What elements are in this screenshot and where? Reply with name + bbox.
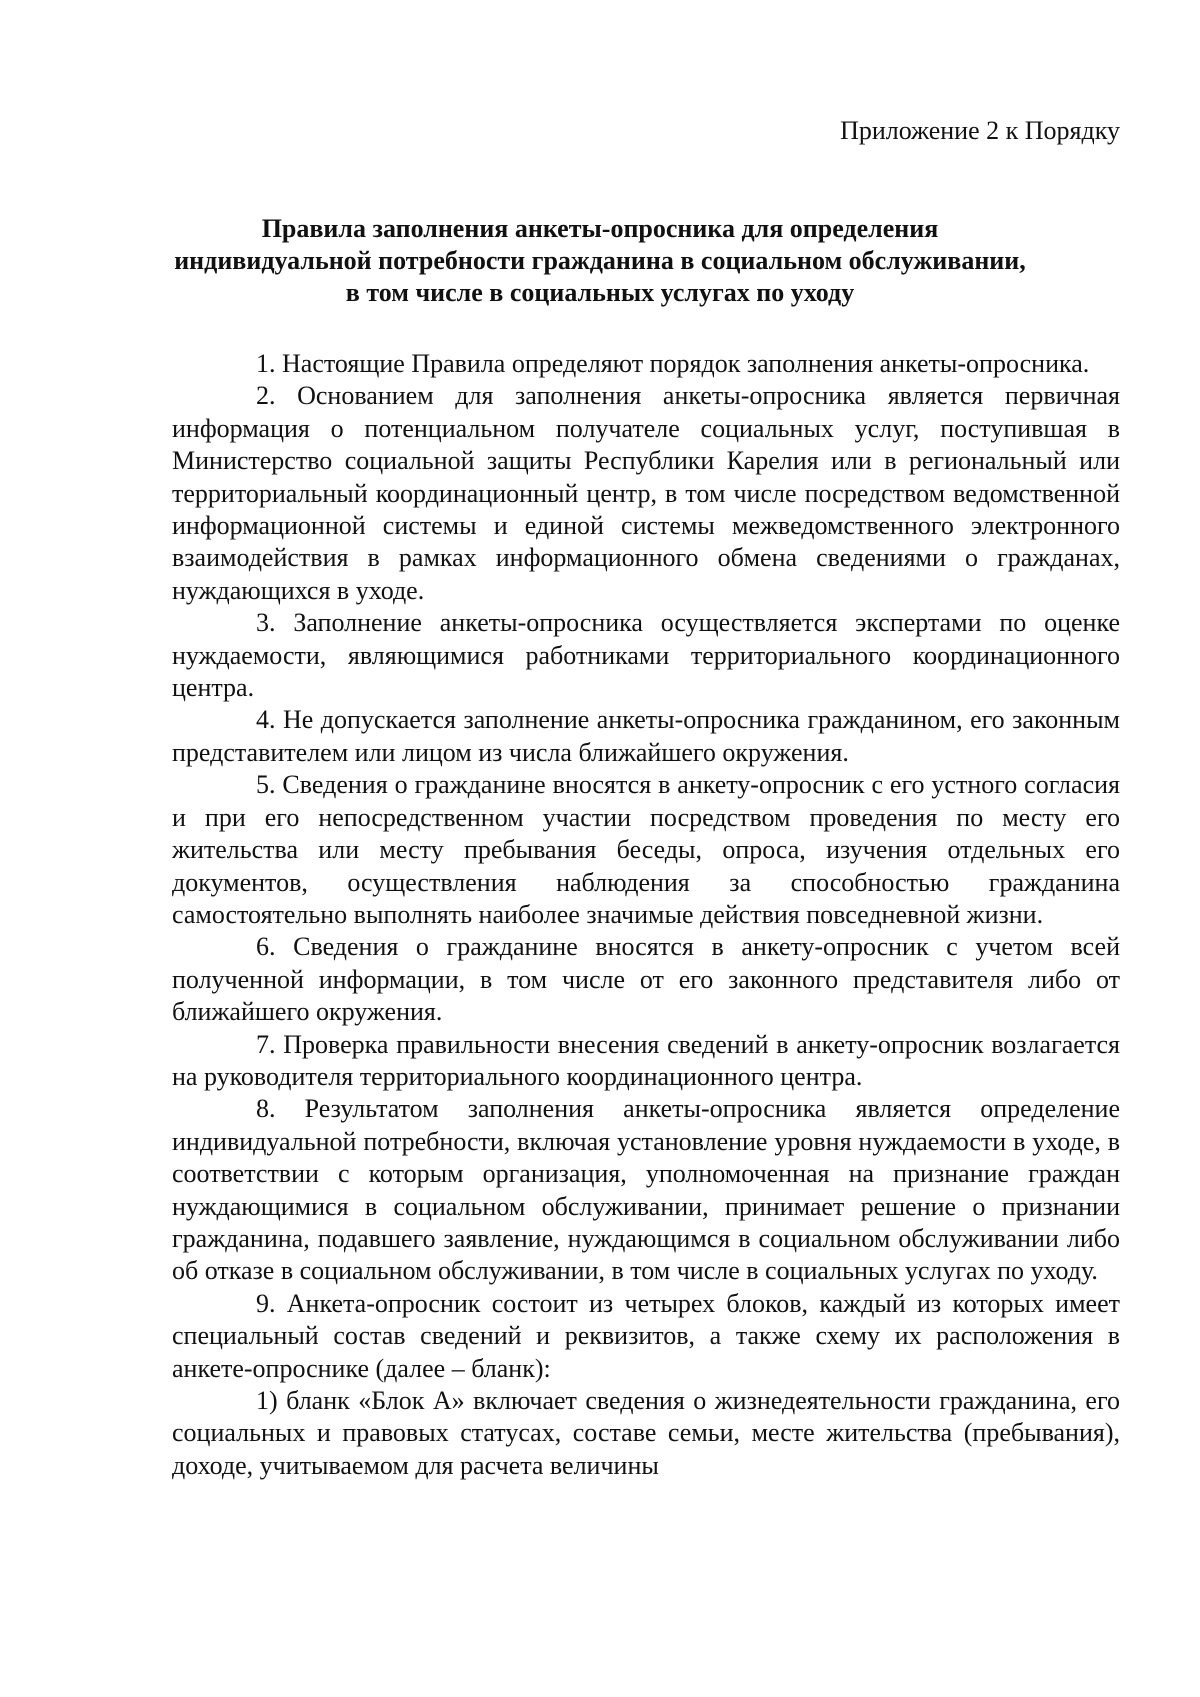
paragraph-1: 1. Настоящие Правила определяют порядок заполнения анкеты-опросника. <box>256 349 1090 378</box>
title-line-3: в том числе в социальных услугах по уходу <box>345 278 855 307</box>
paragraph-3: 3. Заполнение анкеты-опросника осуществляется экспертами по оценке нуждаемости, являющимися работниками территориального координационного центра. <box>172 608 1120 703</box>
paragraph-9: 9. Анкета-опросник состоит из четырех блоков, каждый из которых имеет специальный состав сведений и реквизитов, а также схему их расположения в анкете-опроснике (далее – бланк): <box>172 1288 1120 1383</box>
paragraph-9-item-1: 1) бланк «Блок А» включает сведения о жизнедеятельности гражданина, его социальных и правовых статусах, составе семьи, месте жительства (пребывания), доходе, учитываемом для расчета величины <box>172 1386 1120 1480</box>
document-title <box>120 213 1080 309</box>
paragraph-7: 7. Проверка правильности внесения сведений в анкету-опросник возлагается на руководителя территориального координационного центра. <box>172 1029 1120 1091</box>
document-body <box>172 348 1120 1482</box>
title-line-1: Правила заполнения анкеты-опросника для определения <box>261 214 939 243</box>
paragraph-2: 2. Основанием для заполнения анкеты-опросника является первичная информация о потенциальном получателе социальных услуг, поступившая в Министерство социальной защиты Республики Карелия или в региональный или территориальный координационный центр, в том числе посредством ведомственной информационной системы и единой системы межведомственного электронного взаимодействия в рамках информационного обмена сведениями о гражданах, нуждающихся в уходе. <box>172 381 1120 605</box>
appendix-reference: Приложение 2 к Порядку <box>840 116 1120 145</box>
paragraph-6: 6. Сведения о гражданине вносятся в анкету-опросник с учетом всей полученной информации, в том числе от его законного представителя либо от ближайшего окружения. <box>172 932 1120 1027</box>
paragraph-5: 5. Сведения о гражданине вносятся в анкету-опросник с его устного согласия и при его непосредственном участии посредством проведения по месту его жительства или месту пребывания беседы, опроса, изучения отдельных его документов, осуществления наблюдения за способностью гражданина самостоятельно выполнять наиболее значимые действия повседневной жизни. <box>172 770 1120 929</box>
paragraph-4: 4. Не допускается заполнение анкеты-опросника гражданином, его законным представителем или лицом из числа ближайшего окружения. <box>172 705 1120 767</box>
paragraph-8: 8. Результатом заполнения анкеты-опросника является определение индивидуальной потребности, включая установление уровня нуждаемости в уходе, в соответствии с которым организация, уполномоченная на признание граждан нуждающимися в социальном обслуживании, принимает решение о признании гражданина, подавшего заявление, нуждающимся в социальном обслуживании либо об отказе в социальном обслуживании, в том числе в социальных услугах по уходу. <box>172 1094 1120 1286</box>
title-line-2: индивидуальной потребности гражданина в социальном обслуживании, <box>174 246 1026 275</box>
